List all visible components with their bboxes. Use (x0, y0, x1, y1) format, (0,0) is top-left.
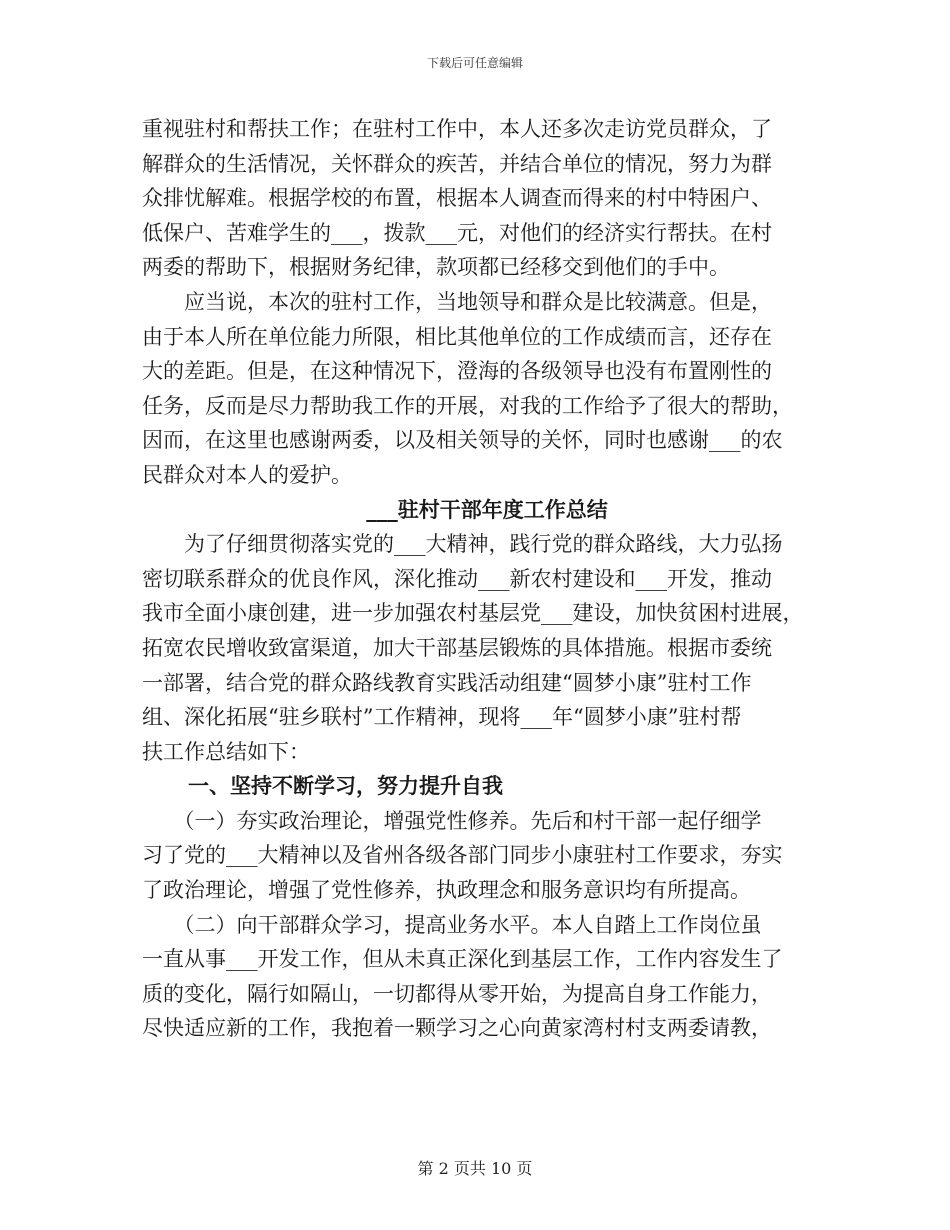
text-line: 密切联系群众的优良作风，深化推动___新农村建设和___开发，推动 (142, 566, 772, 591)
text-line: （一）夯实政治理论，增强党性修养。先后和村干部一起仔细学 (142, 808, 762, 833)
text-line: 我市全面小康创建，进一步加强农村基层党___建设，加快贫困村进展， (142, 601, 804, 626)
text-line: 低保户、苦难学生的___，拨款___元，对他们的经济实行帮扶。在村 (142, 220, 772, 245)
title-text: ___驻村干部年度工作总结 (366, 496, 608, 522)
text-line: 任务，反而是尽力帮助我工作的开展，对我的工作给予了很大的帮助， (142, 393, 793, 418)
text-line: 扶工作总结如下： (142, 739, 310, 764)
text-line: 为了仔细贯彻落实党的___大精神，践行党的群众路线，大力弘扬 (142, 532, 783, 557)
paragraph (142, 112, 832, 285)
text-line: 解群众的生活情况，关怀群众的疾苦，并结合单位的情况，努力为群 (142, 151, 772, 176)
text-line: 因而，在这里也感谢两委，以及相关领导的关怀，同时也感谢___的农 (142, 428, 783, 453)
text-line: 由于本人所在单位能力所限，相比其他单位的工作成绩而言，还存在 (142, 324, 772, 349)
section-title (142, 493, 832, 528)
section-heading (142, 769, 832, 804)
text-line: 习了党的___大精神以及省州各级各部门同步小康驻村工作要求，夯实 (142, 843, 783, 868)
text-line: 了政治理论，增强了党性修养，执政理念和服务意识均有所提高。 (142, 878, 751, 903)
text-line: 尽快适应新的工作，我抱着一颗学习之心向黄家湾村村支两委请教， (142, 1016, 772, 1041)
paragraph (142, 527, 832, 769)
text-line: （二）向干部群众学习，提高业务水平。本人自踏上工作岗位虽 (142, 912, 762, 937)
text-line: 重视驻村和帮扶工作；在驻村工作中，本人还多次走访党员群众，了 (142, 117, 772, 141)
paragraph (142, 285, 832, 493)
text-line: 众排忧解难。根据学校的布置，根据本人调查而得来的村中特困户、 (142, 186, 772, 211)
text-line: 拓宽农民增收致富渠道，加大干部基层锻炼的具体措施。根据市委统 (142, 635, 772, 660)
heading-text: 一、坚持不断学习，努力提升自我 (188, 773, 503, 799)
text-line: 质的变化，隔行如隔山，一切都得从零开始，为提高自身工作能力， (142, 981, 772, 1006)
text-line: 民群众对本人的爱护。 (142, 462, 352, 487)
text-line: 一部署，结合党的群众路线教育实践活动组建“圆梦小康”驻村工作 (142, 670, 752, 695)
text-line: 一直从事___开发工作，但从未真正深化到基层工作，工作内容发生了 (142, 947, 783, 972)
paragraph (142, 804, 832, 908)
text-line: 应当说，本次的驻村工作，当地领导和群众是比较满意。但是， (142, 289, 772, 314)
document-body (142, 112, 832, 1046)
text-line: 大的差距。但是，在这种情况下，澄海的各级领导也没有布置刚性的 (142, 359, 772, 384)
page-header: 下载后可任意编辑 (426, 56, 523, 70)
text-line: 组、深化拓展“驻乡联村”工作精神，现将___年“圆梦小康”驻村帮 (142, 705, 742, 730)
page-footer: 第 2 页共 10 页 (417, 1159, 533, 1178)
paragraph (142, 908, 832, 1046)
text-line: 两委的帮助下，根据财务纪律，款项都已经移交到他们的手中。 (142, 255, 730, 280)
